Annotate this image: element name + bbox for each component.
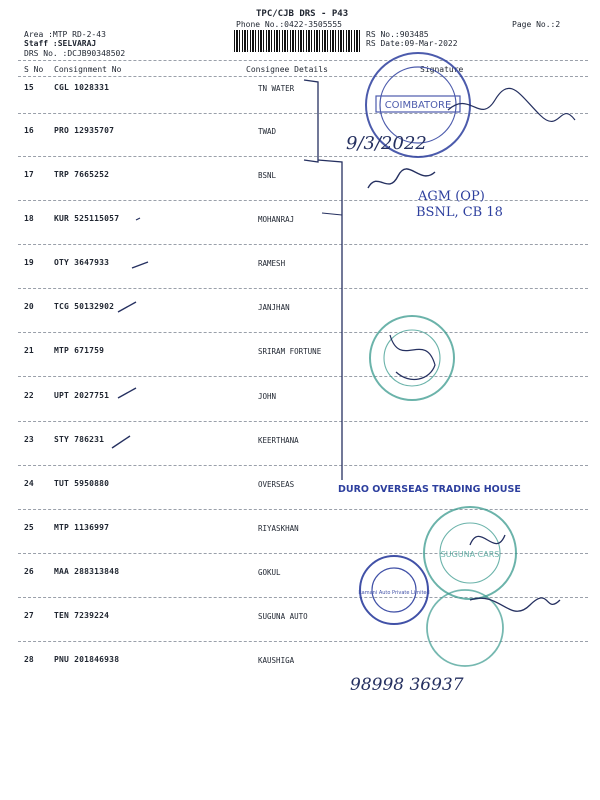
header-page-no: Page No.:2	[512, 20, 561, 29]
vertical-tick-line	[318, 160, 342, 480]
check-mark-icon	[118, 388, 136, 398]
row-consignee: GOKUL	[258, 568, 281, 577]
header-staff: Staff :SELVARAJ	[24, 39, 97, 48]
check-mark-icon	[132, 262, 148, 268]
row-consignee: RIYASKHAN	[258, 524, 299, 533]
row-consignee: RAMESH	[258, 259, 286, 268]
check-mark-icon	[118, 302, 136, 312]
row-consignee: SUGUNA AUTO	[258, 612, 308, 621]
row-consignee: KEERTHANA	[258, 436, 299, 445]
row-sno: 27	[24, 611, 34, 620]
row-sno: 20	[24, 302, 34, 311]
row-consignee: JANJHAN	[258, 303, 290, 312]
row-consignment-no: TRP 7665252	[54, 170, 110, 179]
row-sno: 28	[24, 655, 34, 664]
ramani-stamp-text: Ramani Auto Private Limited	[358, 590, 430, 596]
check-mark-icon	[136, 218, 140, 220]
row-sno: 23	[24, 435, 34, 444]
row27-signature	[470, 598, 560, 611]
ramani-stamp	[358, 556, 429, 624]
row21-signature	[390, 335, 435, 379]
col-signature: Signature	[420, 65, 464, 74]
row-sno: 26	[24, 567, 34, 576]
row-consignment-no: PNU 201846938	[54, 655, 120, 664]
row-consignment-no: TEN 7239224	[54, 611, 110, 620]
suguna-stamp	[424, 507, 516, 599]
row-consignment-no: MTP 671759	[54, 346, 105, 355]
bracket-icon	[304, 80, 318, 162]
suguna-stamp-text: SUGUNA CARS	[440, 550, 500, 559]
row-consignee: BSNL	[258, 171, 277, 180]
row-sno: 17	[24, 170, 34, 179]
row-consignee: MOHANRAJ	[258, 215, 295, 224]
row-consignee: KAUSHIGA	[258, 656, 295, 665]
tick-mark	[322, 213, 342, 215]
row-consignment-no: STY 786231	[54, 435, 105, 444]
signature-scribble	[448, 88, 575, 121]
handwritten-date: 9/3/2022	[346, 133, 427, 154]
row-sno: 19	[24, 258, 34, 267]
col-consignment: Consignment No	[54, 65, 122, 74]
row-consignment-no: MTP 1136997	[54, 523, 110, 532]
row-consignment-no: UPT 2027751	[54, 391, 110, 400]
suguna-stamp-lower	[427, 590, 503, 666]
row-consignment-no: PRO 12935707	[54, 126, 115, 135]
bsnl-signature	[368, 169, 435, 188]
header-title: TPC/CJB DRS - P43	[256, 9, 349, 19]
bsnl-stamp-text: BSNL, CB 18	[416, 205, 503, 220]
row-consignment-no: MAA 288313848	[54, 567, 120, 576]
agm-stamp-text: AGM (OP)	[418, 189, 485, 204]
row-sno: 16	[24, 126, 34, 135]
row-sno: 22	[24, 391, 34, 400]
transport-stamp	[370, 316, 454, 400]
row-consignment-no: KUR 525115057	[54, 214, 120, 223]
handwritten-phone: 98998 36937	[350, 675, 464, 695]
header-drs-no: DRS No. :DCJB90348502	[24, 49, 126, 58]
coimbatore-stamp-text: COIMBATORE	[384, 100, 452, 111]
col-consignee: Consignee Details	[246, 65, 328, 74]
check-mark-icon	[112, 436, 130, 448]
row-consignment-no: CGL 1028331	[54, 83, 110, 92]
row-sno: 21	[24, 346, 34, 355]
row-consignment-no: TCG 50132902	[54, 302, 115, 311]
row-consignee: JOHN	[258, 392, 277, 401]
row-consignee: TN WATER	[258, 84, 295, 93]
row25-signature	[470, 535, 505, 545]
row-consignee: SRIRAM FORTUNE	[258, 347, 322, 356]
header-area: Area :MTP RD-2-43	[24, 30, 106, 39]
row-sno: 15	[24, 83, 34, 92]
row-consignee: TWAD	[258, 127, 277, 136]
row-sno: 24	[24, 479, 34, 488]
row-consignee: OVERSEAS	[258, 480, 295, 489]
row-consignment-no: TUT 5950880	[54, 479, 110, 488]
header-rs-no: RS No.:903485	[366, 30, 429, 39]
row-sno: 25	[24, 523, 34, 532]
header-rs-date: RS Date:09-Mar-2022	[366, 39, 458, 48]
row-consignment-no: OTY 3647933	[54, 258, 110, 267]
overseas-stamp-text: DURO OVERSEAS TRADING HOUSE	[338, 484, 521, 495]
header-phone: Phone No.:0422-3505555	[236, 20, 342, 29]
row-sno: 18	[24, 214, 34, 223]
col-sno: S No	[24, 65, 44, 74]
